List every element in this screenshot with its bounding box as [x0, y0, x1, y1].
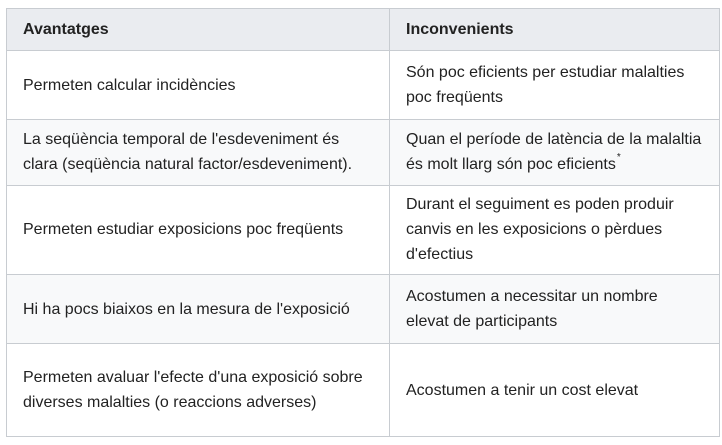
header-disadvantages: Inconvenients	[390, 9, 720, 51]
disadvantage-text: Quan el període de latència de la malaltia és molt llarg són poc eficients	[406, 131, 702, 173]
disadvantage-cell	[390, 120, 720, 186]
header-row	[7, 9, 720, 51]
disadvantage-cell: Són poc eficients per estudiar malalties poc freqüents	[390, 51, 720, 120]
table-row	[7, 275, 720, 344]
header-advantages: Avantatges	[7, 9, 390, 51]
advantage-cell: Hi ha pocs biaixos en la mesura de l'exposició	[7, 275, 390, 344]
table-row	[7, 51, 720, 120]
footnote-marker: *	[616, 152, 621, 163]
table-row	[7, 186, 720, 275]
table-body	[7, 51, 720, 437]
table-row	[7, 120, 720, 186]
disadvantage-cell: Acostumen a necessitar un nombre elevat de participants	[390, 275, 720, 344]
advantage-cell: Permeten calcular incidències	[7, 51, 390, 120]
advantages-disadvantages-table	[6, 8, 720, 437]
disadvantage-cell: Acostumen a tenir un cost elevat	[390, 344, 720, 437]
disadvantage-cell: Durant el seguiment es poden produir canvis en les exposicions o pèrdues d'efectius	[390, 186, 720, 275]
table-row	[7, 344, 720, 437]
advantage-cell: La seqüència temporal de l'esdeveniment és clara (seqüència natural factor/esdeveniment).	[7, 120, 390, 186]
advantage-cell: Permeten estudiar exposicions poc freqüents	[7, 186, 390, 275]
table-header	[7, 9, 720, 51]
advantage-cell: Permeten avaluar l'efecte d'una exposició sobre diverses malalties (o reaccions adverses)	[7, 344, 390, 437]
